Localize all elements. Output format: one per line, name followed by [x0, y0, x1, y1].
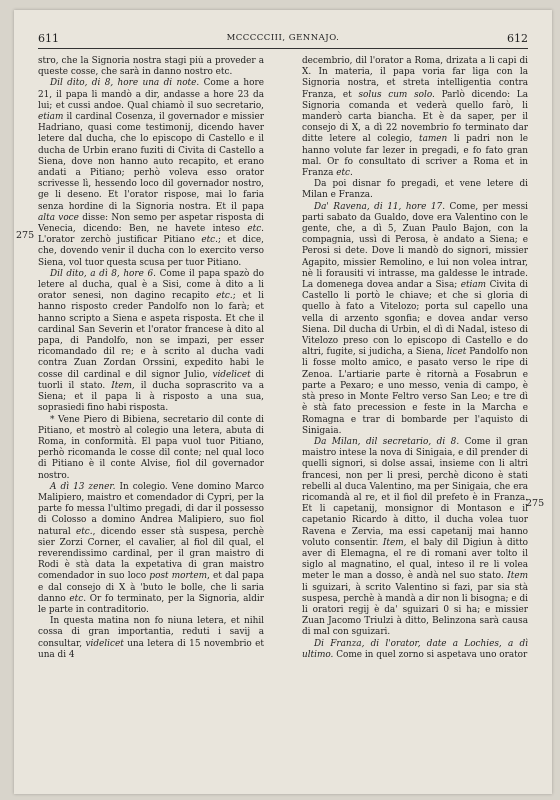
running-head	[38, 32, 528, 46]
document-page	[14, 10, 552, 794]
dateline: A dì 13 zener.	[50, 481, 116, 492]
paragraph: Dil dito, di 8, hore una di note. Come a hore 21, il papa li mandò a dir, andasse a hore 23 da lui; et cussi andoe. Qual chiamò il suo secretario, etiam il cardinal Cosenza, il governador e missier Hadriano, quasi come testimonij, dicendo haver letere dal ducha, che lo episcopo di Castello e il ducha de Urbin erano fuziti di Civita di Castello a Siena, dove non hanno auto recapito, et erano andati a Pitiano; perhò voleva esso orator scrivesse lì, hessendo loco dil governador nostro, ge li deseno. Et l'orator rispose, mai lo faria senza hordine di la Signoria nostra. Et il papa alta voce disse: Non semo per aspetar risposta di Venecia, dicendo: Ben, ne havete inteso etc. L'orator zerchò justificar Pitiano etc.; et dice, che, dovendo venir il ducha con lo exercito verso Siena, vol tuor questa scusa per tuor Pitiano.	[38, 78, 264, 268]
dateline: Dil dito, di 8, hore una di note.	[50, 78, 200, 89]
paragraph: stro, che la Signoria nostra stagi più a proveder a queste cosse, che sarà in danno nostro etc.	[38, 56, 264, 78]
paragraph: In questa matina non fo niuna letera, et nihil cossa di gran importantia, reduti i savij a consultar, videlicet una letera di 15 novembrio et una di 4	[38, 616, 264, 660]
paragraph: decembrio, dil l'orator a Roma, drizata a li capi di X. In materia, il papa voria far liga con la Signoria nostra, et streta intelligentia contra Franza, et solus cum solo. Parlò dicendo: La Signoria comanda et vederà quello farò, li manderò carta biancha. Et è da saper, per il consejo di X, a dì 22 novembrio fo terminato dar ditte letere al colegio, tamen li padri non le hanno volute far lezer in pregadi, e fo fato gran mal. Or fo consultato di scriver a Roma et in Franza etc.	[302, 56, 528, 179]
running-title: MCCCCCIII, GENNAJO.	[226, 33, 340, 43]
paragraph: Da' Ravena, di 11, hore 17. Come, per messi parti sabato da Gualdo, dove era Valentino con le gente, che, a dì 5, Zuan Paulo Bajon, con la compagnia, ussì di Perosa, è andato a Siena; e Perosi si dete. Dove li mandò do signori, missier Agapito, missier Remolino, e lui non volea intrar, nè li forausiti vi intrasse, ma galdesse le intrade. La domenega dovea andar a Sisa; etiam Civita di Castello li portò le chiave; et che si gloria di quello à fato a Vitelozo; porta sul capello una vella di arzento sgonfia; e dovea andar verso Siena. Dil ducha di Urbin, el dì di Nadal, isteso di Vitelozo preso con lo episcopo di Castello e do altri, fugite, si judicha, a Siena, licet Pandolfo non li fosse molto amico, e pasato verso le ripe di Zenoa. L'artiarie parte è ritornà a Fosabrun e parte a Pexaro; e uno messo, venia di campo, è stà preso in Monte Feltro verso San Leo; e tre dì è stà fato precession e feste in la Marcha e Romagna e trar di bombarde per l'aquisto di Sinigaia.	[302, 201, 528, 436]
dateline: Da Milan, dil secretario, di 8.	[314, 436, 460, 447]
dateline: Di Franza, di l'orator, date a Lochies, a dì ultimo.	[302, 638, 528, 660]
paragraph: A dì 13 zener. In colegio. Vene domino Marco Malipiero, maistro et comendador di Cypri, per la parte fo messa l'ultimo pregadi, di dar il possesso di Colosso a domino Andrea Malipiero, suo fiol natural etc., dicendo esser stà suspesa, perchè sier Zorzi Corner, el cavalier, al fiol dil qual, el reverendissimo cardinal, per il gran maistro di Rodi è stà data la expetativa di gran maistro comendador in suo loco post mortem, et dal papa e dal consejo di X à 'buto le bolle, che li saria danno etc. Or fo terminato, per la Signoria, aldir le parte in contraditorio.	[38, 481, 264, 615]
dateline: Dil dito, a dì 8, hore 6.	[50, 268, 156, 279]
left-column	[38, 56, 264, 784]
dateline: Da' Ravena, di 11, hore 17.	[314, 201, 446, 212]
paragraph: Da poi disnar fo pregadi, et vene letere di Milan e Franza.	[302, 179, 528, 201]
margin-number-right: 275	[526, 498, 545, 509]
right-column	[302, 56, 528, 784]
paragraph: Da Milan, dil secretario, di 8. Come il gran maistro intese la nova di Sinigaia, e dil prender di quelli signori, si dolse assai, insieme con li altri francesi, non per li presi, perchè dicono è stati rebelli al duca Valentino, ma per Sinigaia, che era ricomandà al re, et il fiol dil prefeto è in Franza. Et li capetanij, monsignor di Montason e il capetanio Ricardo à ditto, il ducha volea tuor Ravena e Zervia, ma essi capetanij mai hanno voluto consentir. Item, el baly dil Digiun à ditto aver di Elemagna, el re di romani aver tolto il siglo al magnatino, el qual, inteso il re li volea meter le man a dosso, è andà nel suo stato. Item li sguizari, à scrito Valentino si fazi, par sia stà suspesa, perchè à mandà a dir non li bisogna; e di li oratori regij è da' sguizari 0 si ha; e missier Zuan Jacomo Triulzi à ditto, Belinzona sarà causa di mal con sguizari.	[302, 436, 528, 638]
paragraph: Di Franza, di l'orator, date a Lochies, a dì ultimo. Come in quel zorno si aspetava uno orator	[302, 638, 528, 660]
header-rule	[38, 48, 528, 49]
margin-number-left: 275	[16, 230, 35, 241]
paragraph: * Vene Piero di Bibiena, secretario dil conte di Pitiano, et mostrò al colegio una letera, abuta di Roma, in conformità. El papa vuol tuor Pitiano, perhò ricomanda le cosse dil conte; nel qual loco di Pitiano è il conte Alvise, fiol dil governador nostro.	[38, 414, 264, 481]
page-number-left: 611	[38, 32, 59, 45]
paragraph: Dil dito, a dì 8, hore 6. Come il papa spazò do letere al ducha, qual è a Sisi, come à dito a li orator senesi, non dagino recapito etc.; et li hanno risposto creder Pandolfo non lo farà; et hanno scripto a Siena e aspeta risposta. Et che il cardinal San Severin et l'orator francese à dito al papa, di Pandolfo, non se impazi, per esser ricomandado dil re; e à scrito al ducha vadi contra Zuan Zordan Orssini, expedito habi le cosse dil cardinal e dil signor Julio, videlicet di tuorli il stato. Item, il ducha soprascrito va a Siena; et il papa li à risposto a una sua, soprasiedi fino habi risposta.	[38, 268, 264, 414]
page-number-right: 612	[507, 32, 528, 45]
